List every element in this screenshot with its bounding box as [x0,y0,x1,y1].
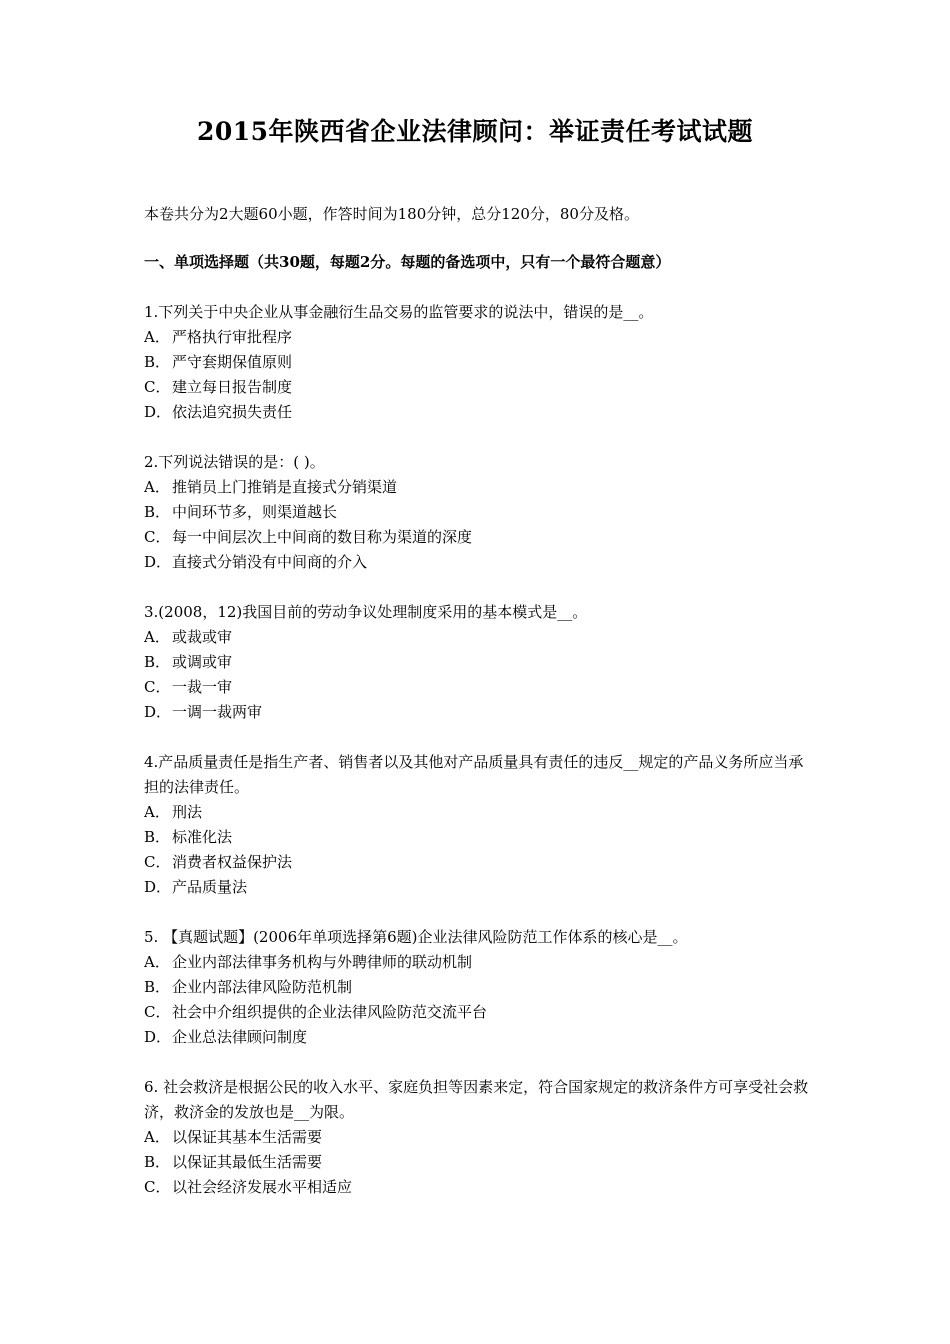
option-text: 中间环节多，则渠道越长 [172,503,338,521]
option-b [144,975,814,1000]
option-b [144,350,814,375]
option-letter: B． [144,1153,171,1171]
option-a [144,625,814,650]
option-text: 一调一裁两审 [172,703,263,721]
option-text: 或裁或审 [172,628,233,646]
option-letter: C． [144,1178,171,1196]
option-a [144,325,814,350]
option-text: 以保证其最低生活需要 [172,1153,323,1171]
option-letter: C． [144,853,171,871]
option-c [144,1000,814,1025]
option-b [144,650,814,675]
exam-intro: 本卷共分为2大题60小题，作答时间为180分钟，总分120分，80分及格。 [144,205,639,223]
question-text: 4.产品质量责任是指生产者、销售者以及其他对产品质量具有责任的违反__规定的产品义务所应当承担的法律责任。 [144,753,804,796]
option-letter: B． [144,353,171,371]
option-c [144,1175,814,1200]
option-text: 企业内部法律事务机构与外聘律师的联动机制 [172,953,473,971]
option-text: 以社会经济发展水平相适应 [172,1178,353,1196]
option-letter: C． [144,528,171,546]
option-letter: C． [144,378,171,396]
option-a [144,475,814,500]
option-letter: B． [144,503,171,521]
option-text: 消费者权益保护法 [172,853,293,871]
option-text: 依法追究损失责任 [172,403,293,421]
question-5 [144,925,814,1050]
option-letter: A． [144,953,170,971]
option-text: 直接式分销没有中间商的介入 [172,553,368,571]
option-text: 企业内部法律风险防范机制 [172,978,353,996]
option-text: 以保证其基本生活需要 [172,1128,323,1146]
option-b [144,1150,814,1175]
option-letter: A． [144,478,170,496]
option-a [144,1125,814,1150]
option-b [144,825,814,850]
option-a [144,800,814,825]
option-text: 产品质量法 [172,878,248,896]
option-text: 标准化法 [172,828,233,846]
option-b [144,500,814,525]
question-text: 1.下列关于中央企业从事金融衍生品交易的监管要求的说法中，错误的是__。 [144,303,654,321]
option-letter: A． [144,803,170,821]
option-letter: D． [144,878,172,896]
option-letter: C． [144,678,171,696]
question-text: 6. 社会救济是根据公民的收入水平、家庭负担等因素来定，符合国家规定的救济条件方可享受社会救济，救济金的发放也是__为限。 [144,1078,809,1121]
option-letter: A． [144,1128,170,1146]
option-d [144,550,814,575]
option-letter: D． [144,403,172,421]
option-c [144,375,814,400]
option-text: 刑法 [172,803,203,821]
option-text: 推销员上门推销是直接式分销渠道 [172,478,398,496]
option-letter: A． [144,628,170,646]
question-3 [144,600,814,725]
question-6 [144,1075,814,1200]
question-text: 5. 【真题试题】(2006年单项选择第6题)企业法律风险防范工作体系的核心是__。 [144,928,688,946]
option-text: 严守套期保值原则 [172,353,293,371]
question-4 [144,750,814,900]
option-c [144,525,814,550]
option-d [144,400,814,425]
question-list [144,300,814,1225]
option-text: 一裁一审 [172,678,233,696]
option-letter: D． [144,703,172,721]
option-d [144,875,814,900]
option-c [144,675,814,700]
option-letter: B． [144,828,171,846]
question-1 [144,300,814,425]
option-letter: D． [144,1028,172,1046]
option-letter: B． [144,978,171,996]
option-text: 或调或审 [172,653,233,671]
question-text: 2.下列说法错误的是：( )。 [144,453,325,471]
document-title: 2015年陕西省企业法律顾问：举证责任考试试题 [196,117,754,146]
option-letter: C． [144,1003,171,1021]
option-d [144,700,814,725]
option-letter: A． [144,328,170,346]
section-heading: 一、单项选择题（共30题，每题2分。每题的备选项中，只有一个最符合题意） [144,253,671,271]
question-2 [144,450,814,575]
option-text: 企业总法律顾问制度 [172,1028,308,1046]
option-d [144,1025,814,1050]
option-letter: D． [144,553,172,571]
question-text: 3.(2008，12)我国目前的劳动争议处理制度采用的基本模式是__。 [144,603,588,621]
option-a [144,950,814,975]
option-text: 严格执行审批程序 [172,328,293,346]
option-text: 每一中间层次上中间商的数目称为渠道的深度 [172,528,473,546]
option-text: 社会中介组织提供的企业法律风险防范交流平台 [172,1003,488,1021]
option-c [144,850,814,875]
option-text: 建立每日报告制度 [172,378,293,396]
option-letter: B． [144,653,171,671]
